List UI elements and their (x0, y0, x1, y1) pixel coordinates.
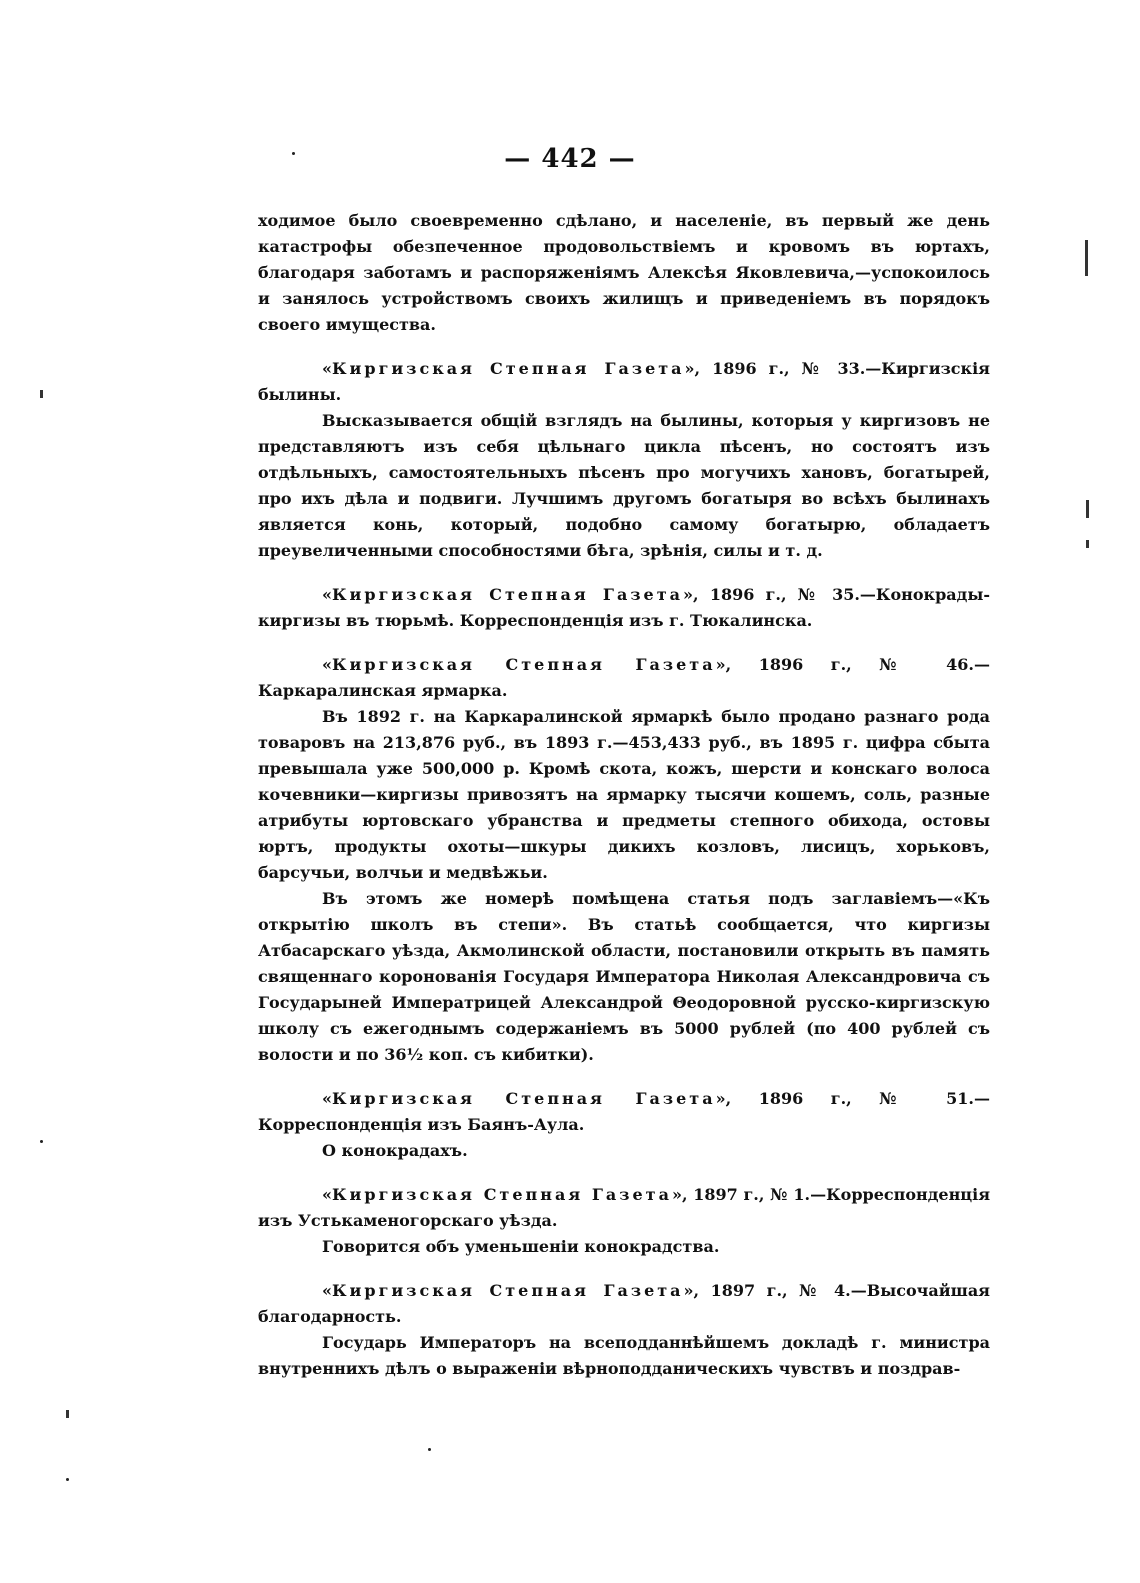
scan-speck (428, 1448, 431, 1451)
citation-details: », 1897 г., № 1.—Корреспонденція изъ Устькаменогорскаго уѣзда. (258, 1185, 991, 1230)
scan-speck (292, 152, 295, 155)
body-paragraph: О конокрадахъ. (322, 1141, 468, 1160)
citation-heading (258, 1086, 990, 1138)
citation-details: », 1896 г., № 51.—Корреспонденція изъ Баянъ-Аула. (258, 1089, 991, 1134)
scan-margin-mark (1086, 500, 1089, 518)
scan-margin-mark (1085, 240, 1088, 276)
scan-margin-mark (40, 390, 43, 398)
citation-heading (258, 652, 990, 704)
paragraph-gap (258, 338, 990, 356)
quote-open: « (322, 1089, 332, 1108)
citation-heading (258, 356, 990, 408)
body-paragraph: ходимое было своевременно сдѣлано, и населеніе, въ первый же день катастрофы обезпеченное продовольствіемъ и кровомъ въ юртахъ, благодаря заботамъ и распоряженіямъ Алексѣя Яковлевича,—успокоилось и занялось устройствомъ своихъ жилищъ и приведеніемъ въ порядокъ своего имущества. (258, 211, 990, 334)
text-column (258, 208, 990, 1382)
quote-open: « (322, 655, 332, 674)
scan-margin-mark (1086, 540, 1089, 548)
paragraph-gap (258, 1260, 990, 1278)
citation-heading (258, 1182, 990, 1234)
gazette-title: Киргизская Степная Газета (332, 1281, 684, 1300)
body-paragraph: Говорится объ уменьшеніи конокрадства. (322, 1237, 720, 1256)
paragraph-gap (258, 1164, 990, 1182)
citation-details: », 1897 г., № 4.—Высочайшая благодарность. (258, 1281, 991, 1326)
quote-open: « (322, 359, 332, 378)
quote-open: « (322, 585, 332, 604)
gazette-title: Киргизская Степная Газета (332, 585, 683, 604)
quote-open: « (322, 1185, 332, 1204)
citation-heading (258, 582, 990, 634)
gazette-title: Киргизская Степная Газета (332, 1089, 716, 1108)
body-paragraph: Въ 1892 г. на Каркаралинской ярмаркѣ было продано разнаго рода товаровъ на 213,876 руб., въ 1893 г.—453,433 руб., въ 1895 г. цифра сбыта превышала уже 500,000 р. Кромѣ скота, кожъ, шерсти и конскаго волоса кочевники—киргизы привозятъ на ярмарку тысячи кошемъ, соль, разные атрибуты юртовскаго убранства и предметы степного обихода, остовы юртъ, продукты охоты—шкуры дикихъ козловъ, лисицъ, хорьковъ, барсучьи, волчьи и медвѣжьи. (258, 707, 990, 882)
scan-speck (66, 1478, 69, 1481)
gazette-title: Киргизская Степная Газета (332, 1185, 672, 1204)
gazette-title: Киргизская Степная Газета (332, 655, 716, 674)
body-paragraph: Высказывается общій взглядъ на былины, которыя у киргизовъ не представляютъ изъ себя цѣльнаго цикла пѣсенъ, но состоятъ изъ отдѣльныхъ, самостоятельныхъ пѣсенъ про могучихъ хановъ, богатырей, про ихъ дѣла и подвиги. Лучшимъ другомъ богатыря во всѣхъ былинахъ является конь, который, подобно самому богатырю, обладаетъ преувеличенными способностями бѣга, зрѣнія, силы и т. д. (258, 411, 990, 560)
body-paragraph: Въ этомъ же номерѣ помѣщена статья подъ заглавіемъ—«Къ открытію школъ въ степи». Въ статьѣ сообщается, что киргизы Атбасарскаго уѣзда, Акмолинской области, постановили открыть въ память священнаго коронованія Государя Императора Николая Александровича съ Государыней Императрицей Александрой Θеодоровной русско-киргизскую школу съ ежегоднымъ содержаніемъ въ 5000 рублей (по 400 рублей съ волости и по 36½ коп. съ кибитки). (258, 889, 990, 1064)
paragraph-gap (258, 1068, 990, 1086)
citation-heading (258, 1278, 990, 1330)
scan-speck (40, 1140, 43, 1143)
scan-margin-mark (66, 1410, 69, 1418)
citation-details: », 1896 г., № 46.—Каркаралинская ярмарка. (258, 655, 991, 700)
citation-details: », 1896 г., № 33.—Киргизскія былины. (258, 359, 990, 404)
paragraph-gap (258, 564, 990, 582)
citation-details: », 1896 г., № 35.—Конокрады-киргизы въ тюрьмѣ. Корреспонденція изъ г. Тюкалинска. (258, 585, 990, 630)
paragraph-gap (258, 634, 990, 652)
page-number: — 442 — (504, 144, 636, 174)
gazette-title: Киргизская Степная Газета (332, 359, 685, 378)
quote-open: « (322, 1281, 332, 1300)
body-paragraph: Государь Императоръ на всеподданнѣйшемъ докладѣ г. министра внутреннихъ дѣлъ о выраженіи вѣрноподданическихъ чувствъ и поздрав- (258, 1333, 990, 1378)
